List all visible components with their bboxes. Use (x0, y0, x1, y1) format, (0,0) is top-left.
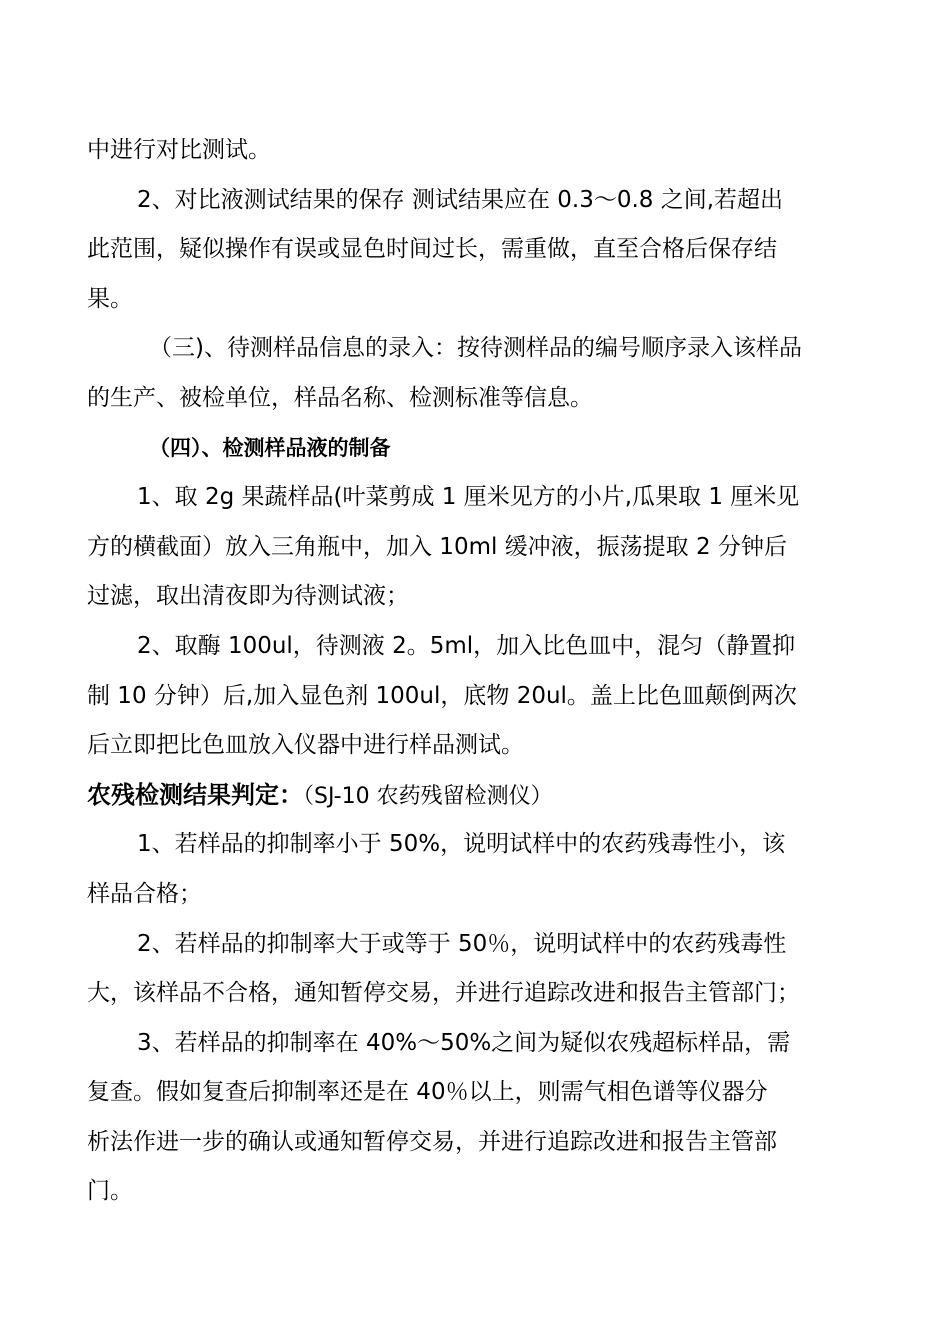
text-line: 样品合格； (87, 880, 202, 907)
text-line: 复查。假如复查后抑制率还是在 40％以上，则需气相色谱等仪器分 (87, 1079, 768, 1106)
text-line: 2、取酶 100ul，待测液 2。5ml，加入比色皿中，混匀（静置抑 (137, 632, 796, 659)
text-line: （三)、待测样品信息的录入：按待测样品的编号顺序录入该样品 (149, 335, 802, 362)
text-line: 此范围，疑似操作有误或显色时间过长，需重做，直至合格后保存结 (87, 236, 777, 263)
text-line: 2、对比液测试结果的保存 测试结果应在 0.3～0.8 之间,若超出 (137, 186, 784, 213)
text-line: 3、若样品的抑制率在 40%～50%之间为疑似农残超标样品，需 (137, 1029, 791, 1056)
text-line: 果。 (87, 285, 133, 312)
text-line: 1、若样品的抑制率小于 50%，说明试样中的农药残毒性小，该 (137, 831, 786, 858)
text-line: 方的横截面）放入三角瓶中，加入 10ml 缓冲液，振荡提取 2 分钟后 (87, 533, 787, 560)
text-line: 的生产、被检单位，样品名称、检测标准等信息。 (87, 384, 593, 411)
text-line: 后立即把比色皿放入仪器中进行样品测试。 (87, 732, 524, 759)
result-heading-line (87, 771, 867, 821)
result-heading: 农残检测结果判定： (87, 780, 303, 809)
text-line: 2、若样品的抑制率大于或等于 50％，说明试样中的农药残毒性 (137, 930, 787, 957)
text-line: 1、取 2g 果蔬样品(叶菜剪成 1 厘米见方的小片,瓜果取 1 厘米见 (137, 484, 800, 511)
text-line: 中进行对比测试。 (87, 137, 271, 163)
document-page (87, 126, 867, 1217)
text-line: 析法作进一步的确认或通知暂停交易，并进行追踪改进和报告主管部 (87, 1128, 777, 1155)
text-line: 大，该样品不合格，通知暂停交易，并进行追踪改进和报告主管部门； (87, 980, 800, 1007)
text-line: 门。 (87, 1178, 133, 1205)
section-heading: （四）、检测样品液的制备 (149, 435, 391, 460)
result-heading-note: （SJ-10 农药残留检测仪） (303, 783, 553, 809)
text-line: 过滤，取出清夜即为待测试液； (87, 583, 409, 610)
text-line: 制 10 分钟）后,加入显色剂 100ul，底物 20ul。盖上比色皿颠倒两次 (87, 682, 797, 709)
